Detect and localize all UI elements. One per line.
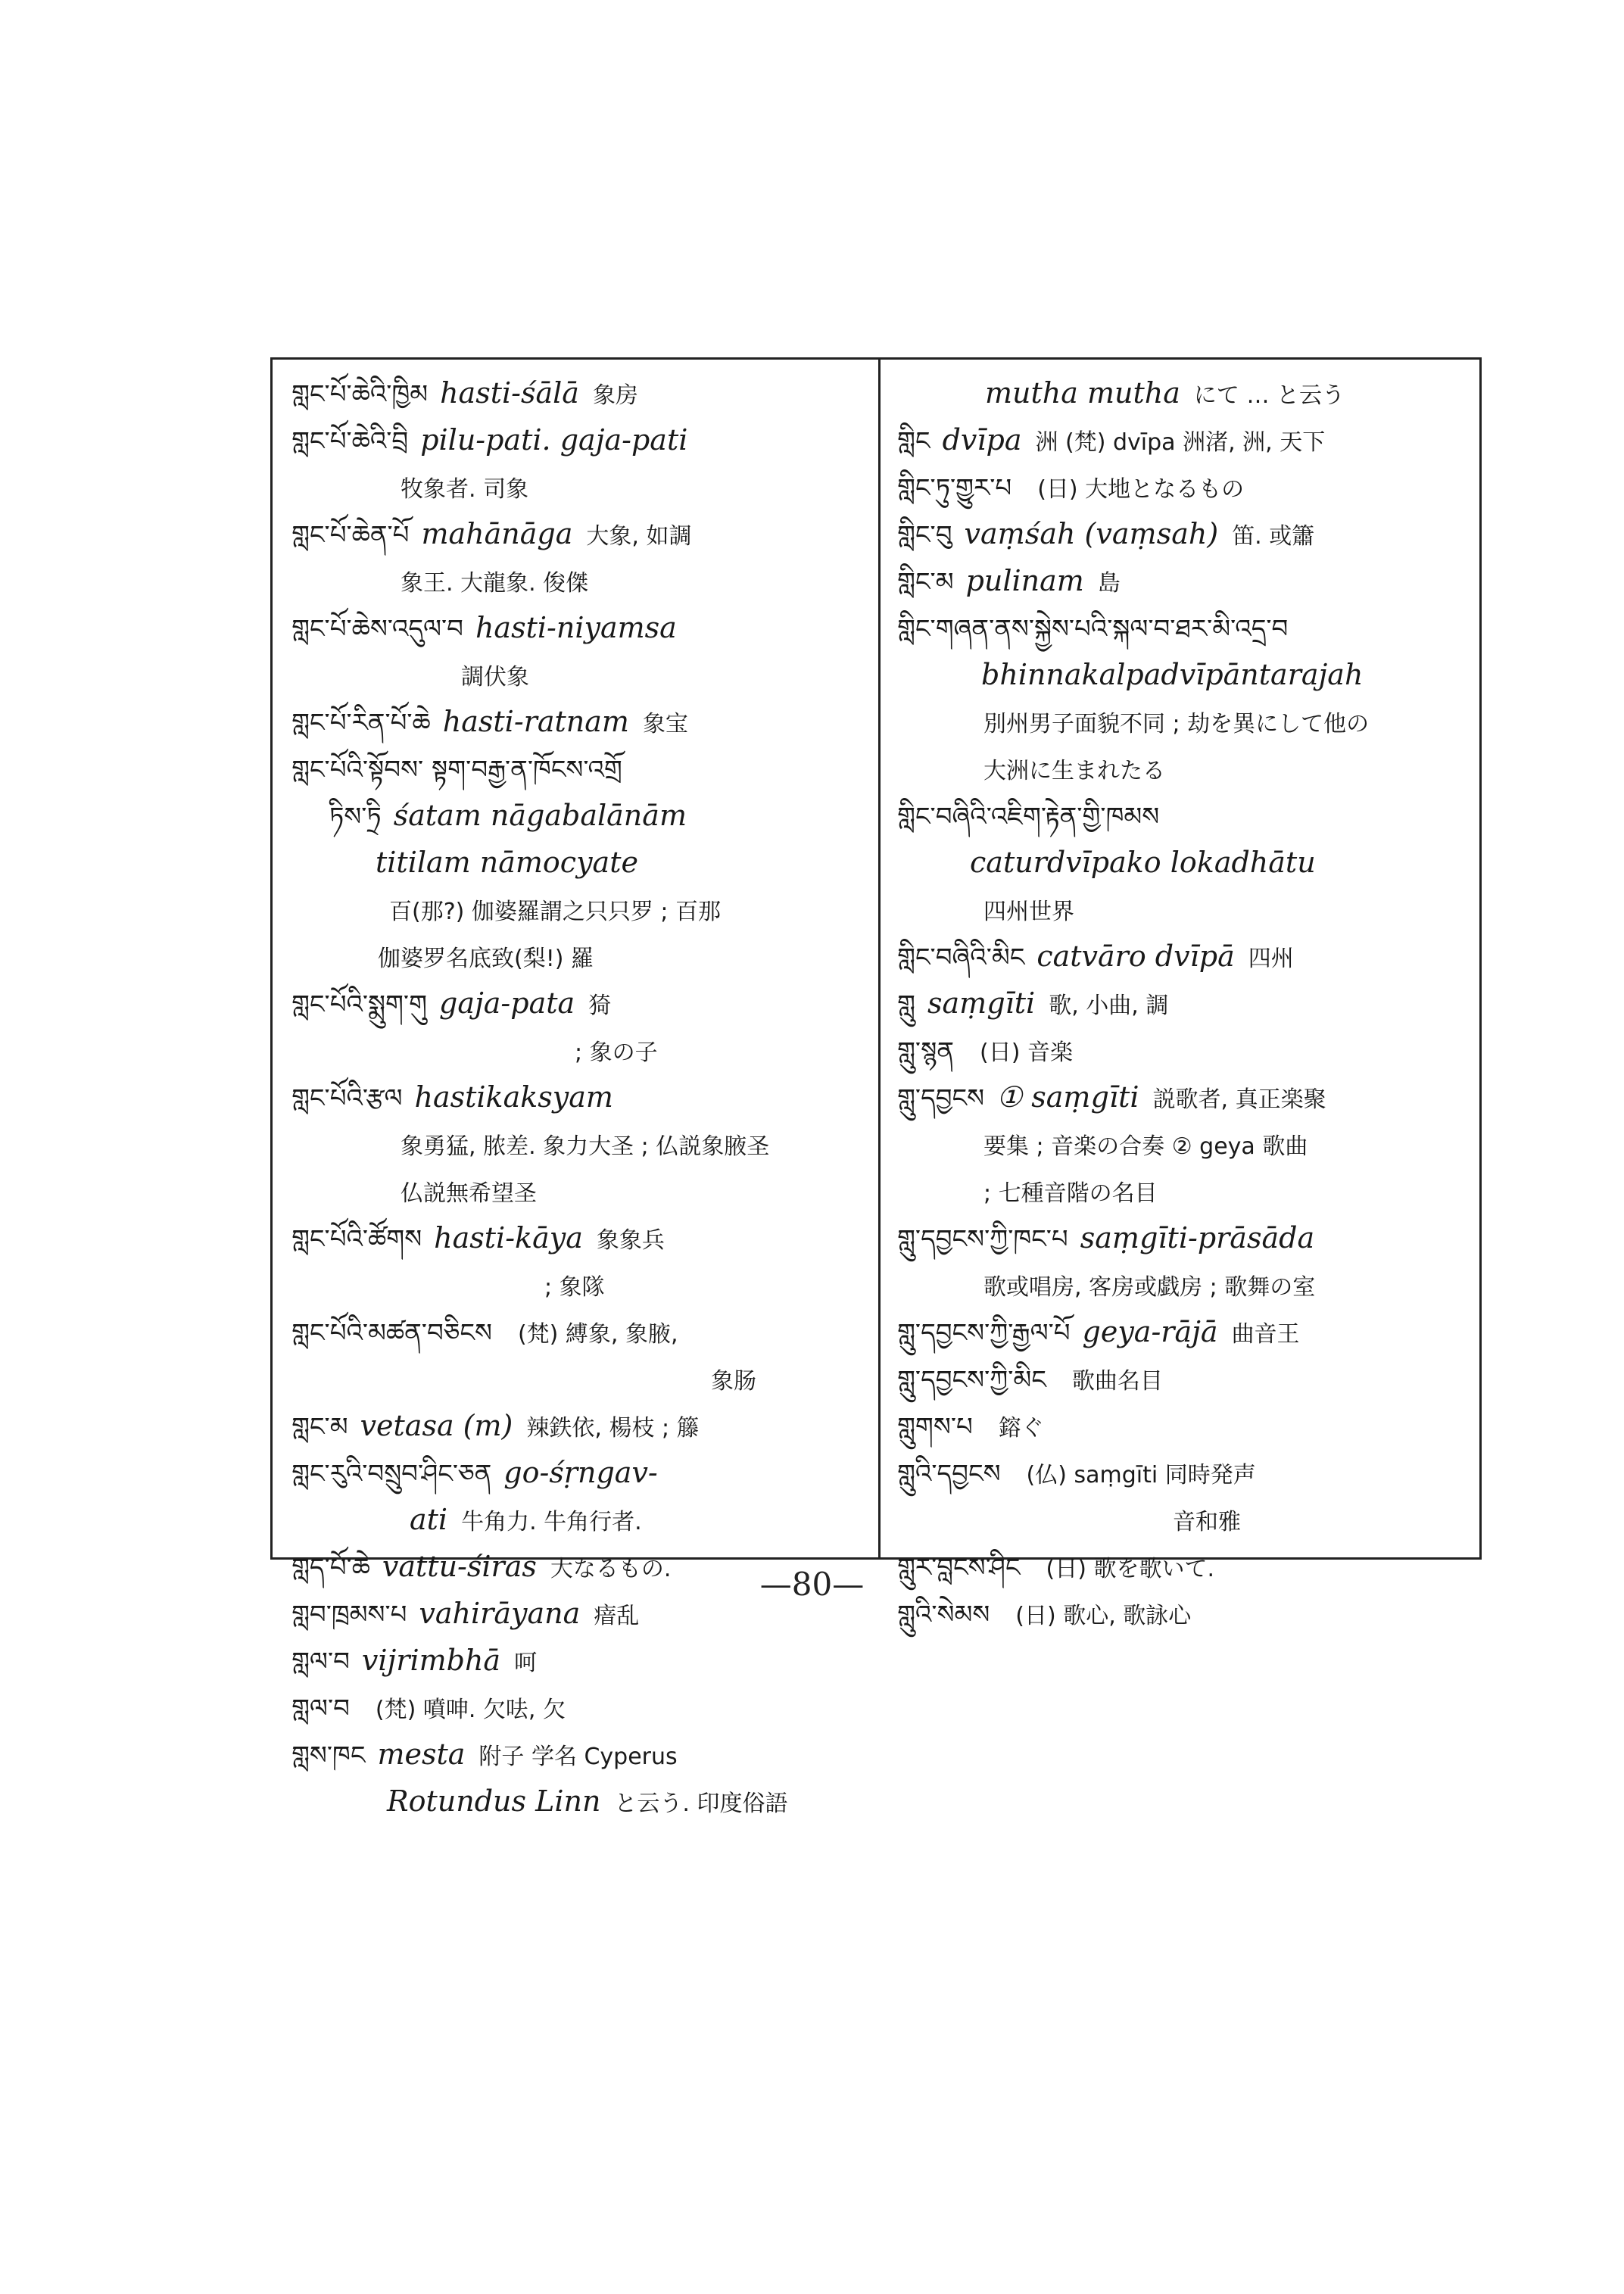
right-column: [897, 371, 1473, 1638]
dictionary-entry: [897, 1075, 1473, 1122]
dictionary-entry-continuation: [291, 1122, 867, 1169]
tibetan-term: གླིང་གཞན་ནས་སྐྱེས་པའི་སྐལ་བ་ཐར་མི་འདྲ་བ: [897, 614, 1289, 644]
gloss-text: 呵: [514, 1650, 538, 1676]
gloss-text: 別州男子面貌不同 ; 劫を異にして他の: [983, 711, 1370, 737]
gloss-text: 附子 学名 Cyperus: [478, 1744, 678, 1770]
gloss-text: 辣鉄依, 楊枝 ; 籐: [526, 1415, 700, 1442]
dictionary-entry: [291, 371, 867, 418]
tibetan-term: གླུ་དབྱངས་ཀྱི་རྒྱལ་པོ: [897, 1318, 1071, 1348]
dictionary-entry-continuation: [897, 1122, 1473, 1169]
dictionary-entry: [897, 1357, 1473, 1404]
sanskrit-term: pulinam: [965, 564, 1084, 597]
tibetan-term: གླུར་བླངས་ཤིང: [897, 1553, 1021, 1583]
gloss-text: (日) 音楽: [980, 1039, 1073, 1066]
gloss-text: (仏) saṃgīti 同時発声: [1026, 1462, 1256, 1488]
gloss-text: 歌, 小曲, 調: [1049, 993, 1169, 1019]
tibetan-term: གླང་རུའི་བསྲུབ་ཤིང་ཅན: [291, 1459, 492, 1489]
dictionary-entry-continuation: [291, 1169, 867, 1216]
tibetan-term: གླིང་བུ: [897, 520, 952, 550]
dictionary-entry-continuation: [897, 371, 1473, 418]
dictionary-entry: [291, 1404, 867, 1451]
dictionary-entry-continuation: [291, 934, 867, 981]
gloss-text: 象房: [592, 382, 638, 409]
gloss-text: 島: [1097, 570, 1121, 597]
gloss-text: 四州世界: [983, 899, 1074, 925]
gloss-text: 瘖乱: [594, 1603, 640, 1629]
gloss-text: ; 七種音階の名目: [983, 1180, 1158, 1207]
gloss-text: 象王. 大龍象. 俊傑: [401, 570, 589, 597]
dictionary-entry: [897, 418, 1473, 465]
dictionary-entry-continuation: [291, 465, 867, 512]
sanskrit-term: caturdvīpako lokadhātu: [970, 846, 1316, 879]
dictionary-entry: [291, 512, 867, 559]
gloss-text: ; 象の子: [575, 1039, 658, 1066]
dictionary-entry-continuation: [291, 1263, 867, 1310]
tibetan-term: གླས་ཁང: [291, 1741, 366, 1771]
sanskrit-term: hastikaksyam: [414, 1080, 613, 1114]
tibetan-term: གླང་པོ་ཆེའི་ཁྱིམ: [291, 379, 429, 410]
gloss-text: 要集 ; 音楽の合奏 ② geya 歌曲: [983, 1133, 1308, 1160]
gloss-text: 象宝: [642, 711, 688, 737]
dictionary-entry: [291, 1075, 867, 1122]
tibetan-term: གླུ་དབྱངས: [897, 1083, 985, 1114]
dictionary-entry-continuation: [897, 840, 1473, 887]
dictionary-entry-continuation: [897, 653, 1473, 700]
dictionary-entry-continuation: [291, 1498, 867, 1544]
tibetan-term: གླུ་སྙན: [897, 1036, 955, 1067]
gloss-text: 猗: [588, 993, 612, 1019]
sanskrit-term: titilam nāmocyate: [376, 846, 638, 879]
sanskrit-term: hasti-śālā: [440, 376, 579, 410]
gloss-text: にて … と云う: [1193, 382, 1345, 409]
gloss-text: (日) 大地となるもの: [1037, 476, 1245, 503]
dictionary-entry: [291, 1638, 867, 1685]
sanskrit-term: saṃgīti-prāsāda: [1080, 1221, 1315, 1255]
sanskrit-term: vahirāyana: [419, 1597, 581, 1630]
dictionary-entry: [897, 1404, 1473, 1451]
gloss-text: 伽婆罗名底致(梨!) 羅: [378, 946, 594, 972]
gloss-text: 鎔ぐ: [998, 1415, 1044, 1442]
sanskrit-term: hasti-ratnam: [442, 705, 629, 738]
dictionary-entry: [897, 1310, 1473, 1357]
tibetan-term: གླང་པོའི་ཚོགས: [291, 1224, 422, 1255]
dictionary-entry-continuation: [291, 1779, 867, 1826]
sanskrit-term: pilu-pati. gaja-pati: [420, 423, 688, 457]
gloss-text: 牧象者. 司象: [401, 476, 529, 503]
gloss-text: 大洲に生まれたる: [983, 758, 1165, 784]
gloss-text: 牛角力. 牛角行者.: [461, 1509, 642, 1535]
sanskrit-term: mahānāga: [421, 517, 573, 550]
tibetan-term: གླང་པོ་རིན་པོ་ཆེ: [291, 708, 431, 738]
dictionary-entry: [291, 700, 867, 746]
dictionary-entry: [291, 1685, 867, 1732]
dictionary-entry-continuation: [291, 653, 867, 700]
dictionary-entry-continuation: [291, 840, 867, 887]
gloss-text: 四州: [1248, 946, 1294, 972]
tibetan-term: གླུ: [897, 990, 915, 1020]
tibetan-term: གླུ་དབྱངས་ཀྱི་མིང: [897, 1365, 1046, 1395]
gloss-text: 仏説無希望圣: [401, 1180, 537, 1207]
dictionary-entry: [291, 1310, 867, 1357]
sanskrit-term: vetasa (m): [360, 1409, 513, 1442]
dictionary-entry: [897, 606, 1473, 653]
dictionary-entry: [897, 512, 1473, 559]
sanskrit-term: vaṃśah (vaṃsah): [964, 517, 1219, 550]
tibetan-term: གླལ་བ: [291, 1694, 350, 1724]
tibetan-term: གླང་མ: [291, 1412, 348, 1442]
dictionary-entry: [897, 1451, 1473, 1498]
tibetan-term: གླབ་ཁྲམས་པ: [291, 1600, 407, 1630]
dictionary-entry: [291, 418, 867, 465]
tibetan-term: གླང་པོ་ཆེན་པོ: [291, 520, 410, 550]
gloss-text: 象勇猛, 脓差. 象力大圣 ; 仏説象腋圣: [401, 1133, 770, 1160]
sanskrit-term: go-śṛngav-: [503, 1456, 658, 1489]
gloss-text: (梵) 噴呻. 欠呿, 欠: [375, 1697, 566, 1723]
gloss-text: 歌曲名目: [1071, 1368, 1163, 1395]
tibetan-term: གླང་པོའི་སྨུག་གུ: [291, 990, 428, 1020]
tibetan-term: གླིང་བཞིའི་འཇིག་རྟེན་གྱི་ཁམས: [897, 802, 1160, 832]
tibetan-term: གླིང: [897, 426, 930, 457]
tibetan-term: གླལ་བ: [291, 1647, 350, 1677]
tibetan-term: གླིང་ཏུ་གྱུར་པ: [897, 473, 1012, 503]
sanskrit-term: geya-rājā: [1082, 1315, 1218, 1348]
tibetan-term: གླུའི་སེམས: [897, 1600, 990, 1630]
dictionary-entry: [897, 559, 1473, 606]
sanskrit-term: Rotundus Linn: [387, 1784, 601, 1818]
dictionary-entry: [291, 746, 867, 793]
gloss-text: 大なるもの.: [550, 1556, 672, 1582]
dictionary-entry-continuation: [291, 887, 867, 934]
sanskrit-term: gaja-pata: [439, 986, 575, 1020]
dictionary-entry-continuation: [291, 1357, 867, 1404]
dictionary-entry: [897, 465, 1473, 512]
gloss-text: 洲 (梵) dvīpa 洲渚, 洲, 天下: [1035, 429, 1326, 456]
gloss-text: ; 象隊: [544, 1274, 605, 1301]
dictionary-entry: [897, 981, 1473, 1028]
gloss-text: 調伏象: [461, 664, 529, 690]
sanskrit-term: ati: [410, 1503, 448, 1536]
tibetan-term: གླང་པོའི་མཚན་བཅིངས: [291, 1318, 492, 1348]
column-divider: [878, 357, 881, 1560]
dictionary-entry: [291, 1216, 867, 1263]
dictionary-entry: [897, 1028, 1473, 1075]
dictionary-entry: [291, 981, 867, 1028]
dictionary-entry-continuation: [897, 700, 1473, 746]
sanskrit-term: dvīpa: [942, 423, 1022, 457]
tibetan-term: གླང་པོ་ཆེའི་བྲི: [291, 426, 409, 457]
tibetan-term: གླད་པོ་ཆེ: [291, 1553, 370, 1583]
sanskrit-term: vijrimbhā: [361, 1644, 501, 1677]
dictionary-entry: [897, 934, 1473, 981]
gloss-text: 歌或唱房, 客房或戯房 ; 歌舞の室: [983, 1274, 1316, 1301]
sanskrit-term: bhinnakalpadvīpāntarajah: [981, 658, 1364, 691]
sanskrit-term: mesta: [377, 1738, 466, 1771]
dictionary-entry-continuation: [291, 793, 867, 840]
dictionary-entry-continuation: [291, 559, 867, 606]
gloss-text: 説歌者, 真正楽聚: [1152, 1086, 1326, 1113]
sanskrit-term: vattu-śiras: [382, 1550, 537, 1583]
sanskrit-term: śatam nāgabalānām: [393, 799, 687, 832]
gloss-text: 曲音王: [1231, 1321, 1300, 1348]
tibetan-term: གླང་པོ་ཆེས་འདུལ་བ: [291, 614, 463, 644]
sanskrit-term: catvāro dvīpā: [1036, 940, 1235, 973]
left-column: [291, 371, 867, 1826]
dictionary-entry: [897, 793, 1473, 840]
sanskrit-term: hasti-kāya: [434, 1221, 583, 1255]
dictionary-entry-continuation: [897, 1263, 1473, 1310]
gloss-text: 音和雅: [1173, 1509, 1241, 1535]
gloss-text: 笛. 或簫: [1232, 523, 1315, 550]
tibetan-term: གླུགས་པ: [897, 1412, 973, 1442]
dictionary-entry-continuation: [897, 887, 1473, 934]
tibetan-term: གླང་པོའི་སྟོབས་ སྟག་བརྒྱ་ན་ཁོངས་འགྲོ: [291, 755, 622, 785]
tibetan-term: གླུ་དབྱངས་ཀྱི་ཁང་པ: [897, 1224, 1068, 1255]
gloss-text: 象肠: [711, 1368, 756, 1395]
sanskrit-term: hasti-niyamsa: [475, 611, 677, 644]
gloss-text: (日) 歌を歌いて.: [1046, 1556, 1214, 1582]
dictionary-entry-continuation: [291, 1028, 867, 1075]
gloss-text: (日) 歌心, 歌詠心: [1015, 1603, 1192, 1629]
gloss-text: (梵) 縛象, 象腋,: [517, 1321, 678, 1348]
gloss-text: 百(那?) 伽婆羅謂之只只罗 ; 百那: [389, 899, 722, 925]
dictionary-entry: [291, 1451, 867, 1498]
gloss-text: 象象兵: [596, 1227, 665, 1254]
tibetan-term: གླིང་མ: [897, 567, 954, 597]
sanskrit-term: ① saṃgīti: [996, 1080, 1139, 1114]
dictionary-entry: [291, 1732, 867, 1779]
gloss-text: と云う. 印度俗語: [614, 1791, 788, 1817]
tibetan-term: གླུའི་དབྱངས: [897, 1459, 1001, 1489]
sanskrit-term: saṃgīti: [927, 986, 1036, 1020]
dictionary-entry-continuation: [897, 1498, 1473, 1544]
tibetan-term: ཏིས་ཏྲི: [329, 802, 382, 832]
sanskrit-term: mutha mutha: [985, 376, 1180, 410]
dictionary-entry: [897, 1216, 1473, 1263]
page-number: —80—: [759, 1566, 865, 1603]
tibetan-term: གླང་པོའི་རྩལ: [291, 1083, 403, 1114]
dictionary-entry-continuation: [897, 1169, 1473, 1216]
dictionary-entry: [291, 606, 867, 653]
tibetan-term: གླིང་བཞིའི་མིང: [897, 943, 1025, 973]
gloss-text: 大象, 如調: [586, 523, 692, 550]
dictionary-entry-continuation: [897, 746, 1473, 793]
